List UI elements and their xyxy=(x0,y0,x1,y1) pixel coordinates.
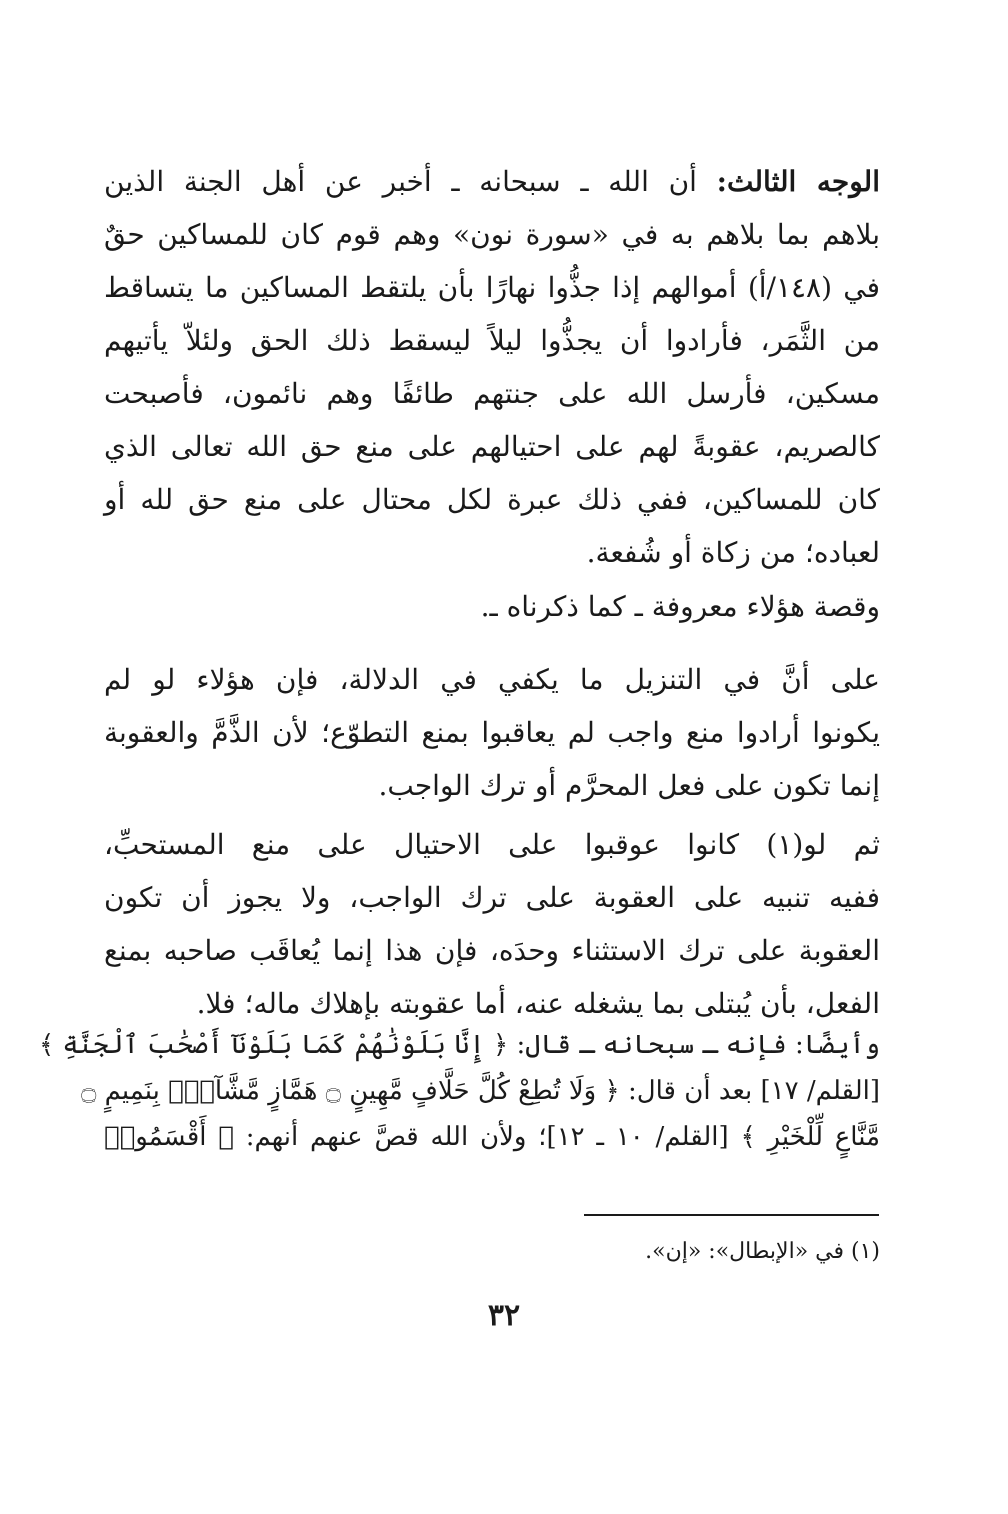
text-line: ثم لو(١) كانوا عوقبوا على الاحتيال على منع المستحبِّ، xyxy=(104,828,880,861)
text-line: لعباده؛ من زكاة أو شُفعة. xyxy=(586,536,880,569)
text-line: [القلم/ ١٧] بعد أن قال: ﴿ وَلَا تُطِعْ كُلَّ حَلَّافٍ مَّهِينٍ ۝ هَمَّازٍ مَّشَّآءٍۭ بِنَمِيمٍ ۝ xyxy=(81,1076,880,1106)
text-line: إنما تكون على فعل المحرَّم أو ترك الواجب. xyxy=(378,769,880,802)
text-line xyxy=(104,155,880,208)
text-line: ففيه تنبيه على العقوبة على ترك الواجب، ولا يجوز أن تكون xyxy=(104,881,880,914)
paragraph-story xyxy=(104,580,880,633)
paragraph-revelation xyxy=(104,653,880,812)
text-line: العقوبة على ترك الاستثناء وحدَه، فإن هذا إنما يُعاقَب صاحبه بمنع xyxy=(104,934,880,967)
text-line: يكونوا أرادوا منع واجب لم يعاقبوا بمنع التطوّع؛ لأن الذَّمَّ والعقوبة xyxy=(104,716,880,749)
section-heading: الوجه الثالث: xyxy=(716,165,880,198)
text-line: بلاهم بما بلاهم به في «سورة نون» وهم قوم كان للمساكين حقٌ xyxy=(104,218,880,251)
paragraph-third-aspect xyxy=(104,155,880,579)
text-line-content: أن الله ـ سبحانه ـ أخبر عن أهل الجنة الذين xyxy=(104,165,717,198)
text-line: مسكين، فأرسل الله على جنتهم طائفًا وهم نائمون، فأصبحت xyxy=(104,377,880,410)
paragraph-punishment xyxy=(104,818,880,1030)
footnote: (١) في «الإبطال»: «إن». xyxy=(645,1239,880,1264)
text-line: في (١٤٨/أ) أموالهم إذا جذُّوا نهارًا بأن يلتقط المساكين ما يتساقط xyxy=(104,271,881,304)
text-line: كان للمساكين، ففي ذلك عبرة لكل محتال على منع حق لله أو xyxy=(104,483,881,516)
text-line: كالصريم، عقوبةً لهم على احتيالهم على منع حق الله تعالى الذي xyxy=(104,430,880,463)
text-line: الفعل، بأن يُبتلى بما يشغله عنه، أما عقوبته بإهلاك ماله؛ فلا. xyxy=(196,987,880,1020)
text-line: مَّنَّاعٍ لِّلْخَيْرِ ﴾ [القلم/ ١٠ ـ ١٢]؛ ولأن الله قصَّ عنهم أنهم: ﴿ أَقْسَمُوا۟ xyxy=(104,1122,880,1152)
paragraph-quran-quote xyxy=(39,1022,880,1160)
text-line: وقصة هؤلاء معروفة ـ كما ذكرناه ـ. xyxy=(480,590,880,623)
text-line: من الثَّمَر، فأرادوا أن يجذُّوا ليلاً ليسقط ذلك الحق ولئلاّ يأتيهم xyxy=(104,324,880,357)
footnote-divider xyxy=(584,1214,879,1216)
page-number: ٣٢ xyxy=(487,1298,521,1333)
text-line: وأيضًا: فإنه ـ سبحانه ـ قال: ﴿ إِنَّا بَلَوْنَٰهُمْ كَمَا بَلَوْنَآ أَصْحَٰبَ ٱلْجَنَّةِ ﴾ xyxy=(39,1030,880,1060)
text-line: على أنَّ في التنزيل ما يكفي في الدلالة، فإن هؤلاء لو لم xyxy=(104,663,880,696)
